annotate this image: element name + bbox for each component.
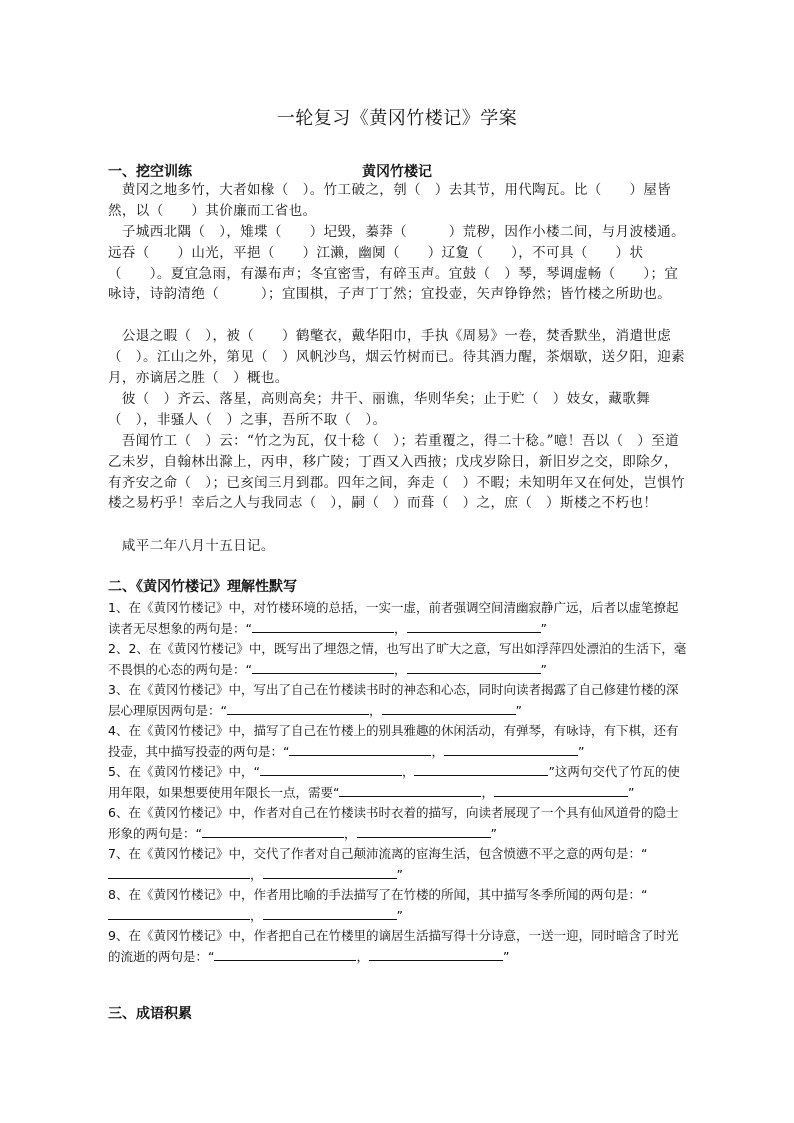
close-quote: ” [396,866,403,882]
essay-paragraph-3 [108,326,690,388]
answer-blank[interactable] [414,762,548,776]
question-text: 7、在《黄冈竹楼记》中，交代了作者对自己颠沛流离的宦海生活，包含愤懑不平之意的两句是： [108,846,641,861]
question-text: 2、2、在《黄冈竹楼记》中，既写出了埋怨之情，也写出了旷大之意，写出如浮萍四处漂泊的生活下，毫不畏惧的心态的两句是：“ [108,641,687,677]
question-text: 1、在《黄冈竹楼记》中，对竹楼环境的总括，一实一虚，前者强调空间清幽寂静广远，后者以虚笔撩起读者无尽想象的两句是：“ [108,600,679,636]
essay-date-line [108,536,690,557]
question-text: 5、在《黄冈竹楼记》中，“ [108,764,260,779]
answer-blank[interactable] [407,660,541,674]
blank-separator: ， [393,620,407,636]
essay-paragraph-5 [108,431,690,514]
close-quote: ” [578,743,585,759]
answer-blank[interactable] [407,619,541,633]
question-2 [108,639,690,680]
essay-paragraph-text: 黄冈之地多竹，大者如椽（ ）。竹工破之，刳（ ）去其节，用代陶瓦。比（ ）屋皆然，以（ ）其价廉而工省也。 [108,182,672,219]
essay-title: 黄冈竹楼记 [362,164,432,180]
close-quote: ” [396,907,403,923]
question-text: 4、在《黄冈竹楼记》中，描写了自己在竹楼上的别具雅趣的休闲活动，有弹琴，有咏诗，有下棋，还有投壶，其中描写投壶的两句是：“ [108,723,679,759]
close-quote: ” [503,948,510,964]
section2-heading: 二、《黄冈竹楼记》理解性默写 [108,579,297,595]
close-quote: ” [540,661,547,677]
answer-blank[interactable] [260,762,402,776]
close-quote: ” [515,702,522,718]
answer-blank[interactable] [382,701,516,715]
essay-paragraph-text: 彼（ ）齐云、落星，高则高矣；井干、丽谯，华则华矣；止于贮（ ）妓女，藏歌舞（ ），非骚人（ ）之事，吾所不取（ ）。 [108,391,651,428]
answer-blank[interactable] [357,824,491,838]
question-text: 9、在《黄冈竹楼记》中，作者把自己在竹楼里的谪居生活描写得十分诗意，一送一迎，同时暗含了时光的流逝的两句是：“ [108,928,679,964]
blank-separator: ， [393,661,407,677]
section3-heading: 三、成语积累 [108,1006,192,1022]
question-list [108,598,690,967]
essay-paragraph-text: 子城西北隅（ ），雉堞（ ）圮毁，蓁莽（ ）荒秽，因作小楼二间，与月波楼通。远吞（ ）山光，平挹（ ）江濑，幽阒（ ）辽夐（ ），不可具（ ）状（ ）。夏宜急雨，有瀑布声；冬宜密雪，有碎玉声。宜鼓（ ）琴，琴调虚畅（ ）；宜咏诗，诗韵清绝（ ）；宜围棋，子声丁丁然；宜投壶，矢声铮铮然；皆竹楼之所助也。 [108,224,686,303]
answer-blank[interactable] [444,742,578,756]
close-quote: ” [628,784,635,800]
question-3 [108,680,690,721]
question-text: 6、在《黄冈竹楼记》中，作者对自己在竹楼读书时衣着的描写，向读者展现了一个具有仙风道骨的隐士形象的两句是：“ [108,805,679,841]
answer-blank[interactable] [339,783,481,797]
answer-blank[interactable] [369,947,503,961]
open-quote: “ [640,887,648,902]
question-7 [108,844,690,885]
blank-separator: ， [431,743,444,759]
blank-separator: ， [250,866,263,882]
blank-separator: ， [250,907,263,923]
blank-separator: ， [356,948,369,964]
question-4 [108,721,690,762]
essay-paragraph-text: 咸平二年八月十五日记。 [108,538,275,554]
answer-blank[interactable] [214,947,356,961]
open-quote: “ [640,846,648,861]
blank-separator: ， [401,764,415,779]
essay-paragraph-1 [108,180,690,222]
essay-paragraph-text: 吾闻竹工（ ）云：“竹之为瓦，仅十稔（ ）；若重覆之，得二十稔。”噫！吾以（ ）至道乙未岁，自翰林出滁上，丙申，移广陵；丁酉又入西掖；戊戌岁除日，新旧岁之交，即除夕，有齐安之命（ ）；已亥闰三月到郡。四年之间，奔走（ ）不暇；未知明年又在何处，岂惧竹楼之易朽乎！幸后之人与我同志（ ），嗣（ ）而葺（ ）之，庶（ ）斯楼之不朽也！ [108,433,686,512]
question-9 [108,926,690,967]
close-quote: ” [540,620,547,636]
essay-paragraph-text: 公退之暇（ ），被（ ）鹤氅衣，戴华阳巾，手执《周易》一卷，焚香默坐，消遣世虑（ ）。江山之外，第见（ ）风帆沙鸟，烟云竹树而已。待其酒力醒，茶烟歇，送夕阳，迎素月，亦谪居之胜（ ）概也。 [108,328,686,386]
blank-separator: ， [368,702,382,718]
essay-paragraph-4 [108,389,690,431]
question-5 [108,762,690,803]
question-text: 3、在《黄冈竹楼记》中，写出了自己在竹楼读书时的神态和心态，同时向读者揭露了自己修建竹楼的深层心理原因两句是：“ [108,682,679,718]
answer-blank[interactable] [108,906,250,920]
answer-blank[interactable] [252,619,394,633]
answer-blank[interactable] [108,865,250,879]
blank-separator: ， [481,784,494,800]
blank-separator: ， [343,825,357,841]
question-text: 8、在《黄冈竹楼记》中，作者用比喻的手法描写了在竹楼的所闻，其中描写冬季所闻的两句是： [108,887,641,902]
answer-blank[interactable] [263,906,397,920]
close-quote: ” [490,825,497,841]
answer-blank[interactable] [227,701,369,715]
answer-blank[interactable] [494,783,628,797]
question-6 [108,803,690,844]
question-text-mid: ”这两句交代了竹瓦的使用年限，如果想要使用年限长一点，需要“ [108,764,680,800]
question-8 [108,885,690,926]
answer-blank[interactable] [289,742,431,756]
answer-blank[interactable] [202,824,344,838]
answer-blank[interactable] [263,865,397,879]
page-title: 一轮复习《黄冈竹楼记》学案 [276,108,518,129]
section1-heading: 一、挖空训练 [108,164,192,180]
answer-blank[interactable] [252,660,394,674]
essay-paragraph-2 [108,222,690,305]
question-1 [108,598,690,639]
